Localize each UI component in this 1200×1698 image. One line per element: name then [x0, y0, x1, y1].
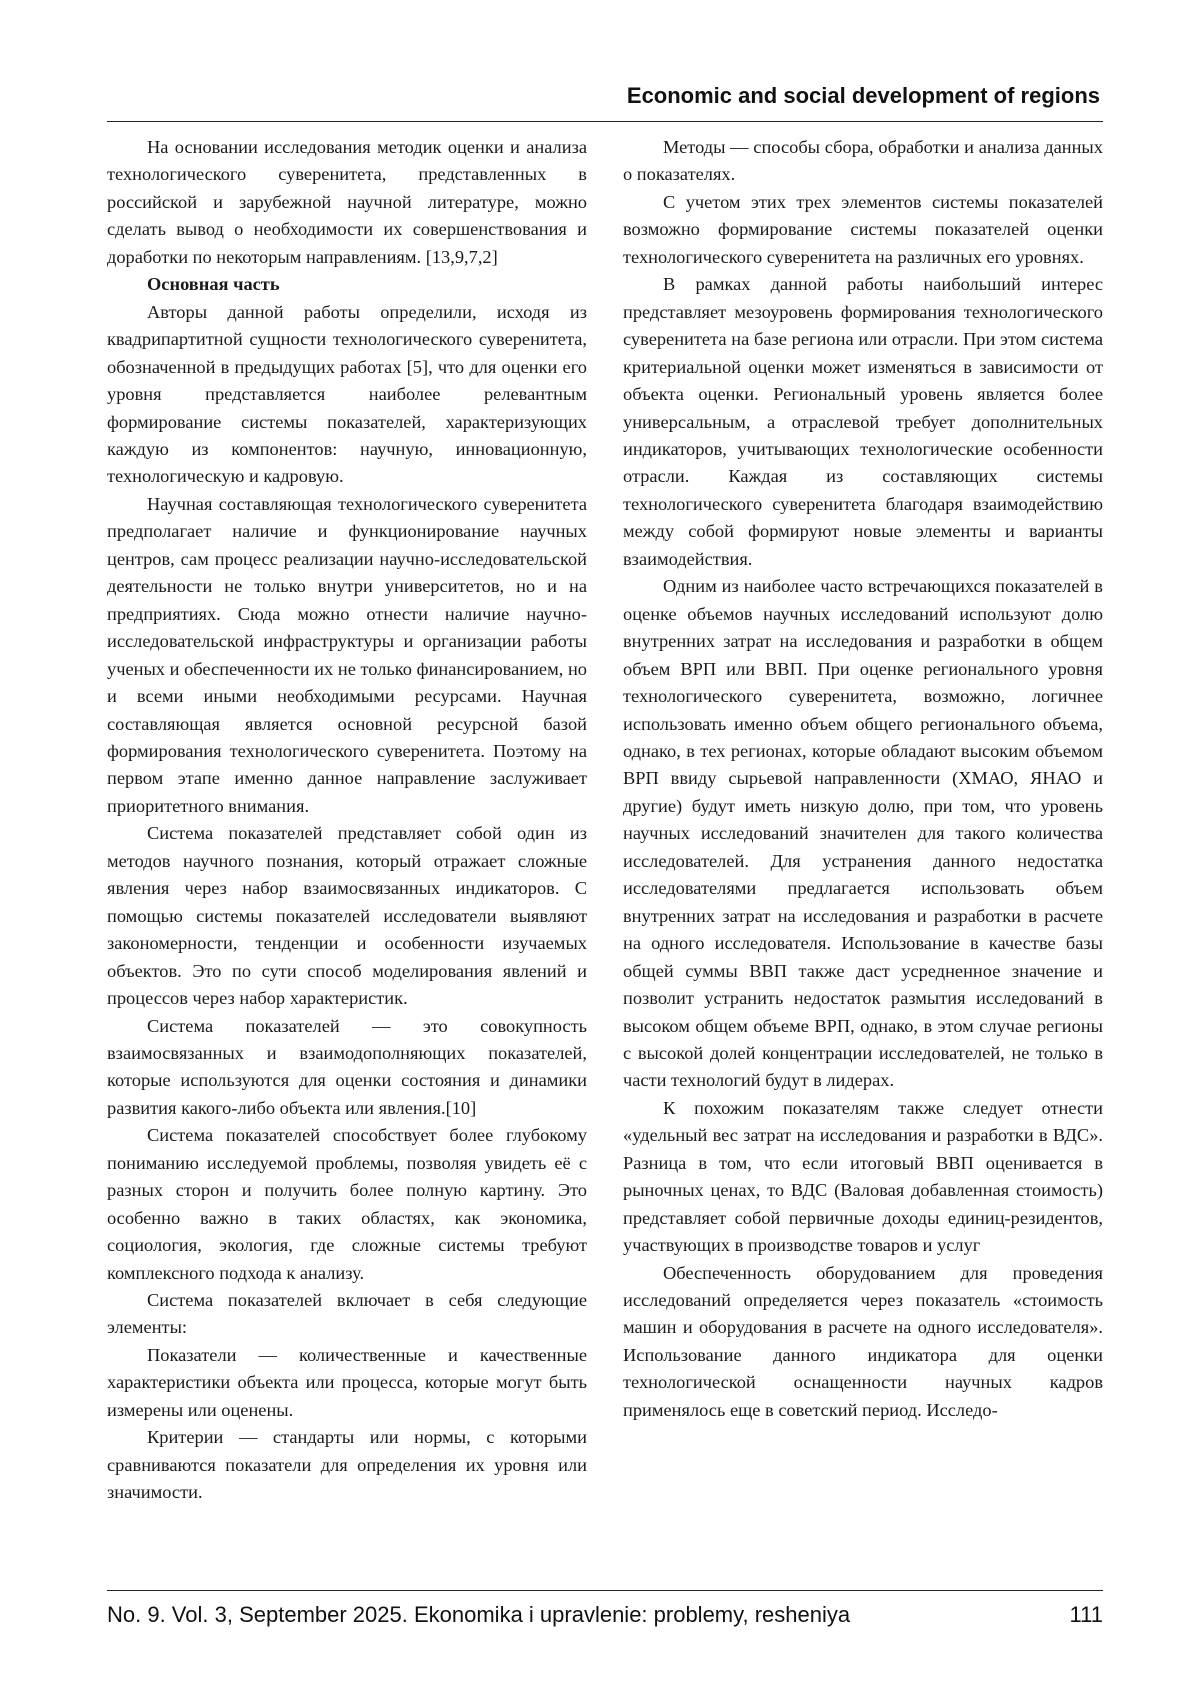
- paragraph: С учетом этих трех элементов системы показателей возможно формирование системы показателей оценки технологического суверенитета на различных его уровнях.: [623, 191, 1103, 267]
- paragraph: Система показателей представляет собой один из методов научного познания, который отражает сложные явления через набор взаимосвязанных индикаторов. С помощью системы показателей исследователи выявляют закономерности, тенденции и особенности изучаемых объектов. Это по сути способ моделирования явлений и процессов через набор характеристик.: [107, 823, 587, 1009]
- page-number: 111: [1069, 1602, 1103, 1627]
- paragraph: Система показателей способствует более глубокому пониманию исследуемой проблемы, позволяя увидеть её с разных сторон и получить более полную картину. Это особенно важно в таких областях, как экономика, социология, экология, где сложные системы требуют комплексного подхода к анализу.: [107, 1125, 587, 1283]
- left-text-column: [107, 134, 587, 1584]
- paragraph: Одним из наиболее часто встречающихся показателей в оценке объемов научных исследований используют долю внутренних затрат на исследования и разработки в общем объем ВРП или ВВП. При оценке регионального уровня технологического суверенитета, возможно, логичнее использовать именно объем общего регионального объема, однако, в тех регионах, которые обладают высоким объемом ВРП ввиду сырьевой направленности (ХМАО, ЯНАО и другие) будут иметь низкую долю, при том, что уровень научных исследований значителен для такого количества исследователей. Для устранения данного недостатка исследователями предлагается использовать объем внутренних затрат на исследования и разработки в расчете на одного исследователя. Использование в качестве базы общей суммы ВВП также даст усредненное значение и позволит устранить недостаток размытия исследований в высоком общем объеме ВРП, однако, в этом случае регионы с высокой долей концентрации исследователей, не только в части технологий будут в лидерах.: [623, 576, 1103, 1091]
- running-head-title: Economic and social development of regions: [626, 83, 1100, 108]
- paragraph: В рамках данной работы наибольший интерес представляет мезоуровень формирования технологического суверенитета на базе региона или отрасли. При этом система критериальной оценки может изменяться в зависимости от объекта оценки. Региональный уровень является более универсальным, а отраслевой требует дополнительных индикаторов, учитывающих технологические особенности отрасли. Каждая из составляющих системы технологического суверенитета благодаря взаимодействию между собой формируют новые элементы и варианты взаимодействия.: [623, 274, 1103, 569]
- paragraph: К похожим показателям также следует отнести «удельный вес затрат на исследования и разработки в ВДС». Разница в том, что если итоговый ВВП оценивается в рыночных ценах, то ВДС (Валовая добавленная стоимость) представляет собой первичные доходы единиц-резидентов, участвующих в производстве товаров и услуг: [623, 1097, 1103, 1256]
- right-text-column: [623, 134, 1103, 1584]
- paragraph: Научная составляющая технологического суверенитета предполагает наличие и функционирование научных центров, сам процесс реализации научно-исследовательской деятельности не только внутри университетов, но и на предприятиях. Сюда можно отнести наличие научно-исследовательской инфраструктуры и организации работы ученых и обеспеченности их не только финансированием, но и всеми иными необходимыми ресурсами. Научная составляющая является основной ресурсной базой формирования технологического суверенитета. Поэтому на первом этапе именно данное направление заслуживает приоритетного внимания.: [107, 493, 587, 816]
- journal-citation: No. 9. Vol. 3, September 2025. Ekonomika i upravlenie: problemy, resheniya: [107, 1602, 851, 1627]
- paragraph: На основании исследования методик оценки и анализа технологического суверенитета, представленных в российской и зарубежной научной литературе, можно сделать вывод о необходимости их совершенствования и доработки по некоторым направлениям. [13,9,7,2]: [107, 137, 587, 267]
- header-rule: [107, 121, 1103, 122]
- paragraph: Критерии — стандарты или нормы, с которыми сравниваются показатели для определения их уровня или значимости.: [107, 1427, 587, 1503]
- section-heading: Основная часть: [147, 274, 280, 295]
- paragraph: Система показателей — это совокупность взаимосвязанных и взаимодополняющих показателей, которые используются для оценки состояния и динамики развития какого-либо объекта или явления.[10]: [107, 1015, 587, 1118]
- paragraph: Обеспеченность оборудованием для проведения исследований определяется через показатель «стоимость машин и оборудования в расчете на одного исследователя». Использование данного индикатора для оценки технологической оснащенности научных кадров применялось еще в советский период. Исследо-: [623, 1262, 1103, 1420]
- footer-rule: [107, 1590, 1103, 1591]
- paragraph: Методы — способы сбора, обработки и анализа данных о показателях.: [623, 137, 1103, 185]
- paragraph: Показатели — количественные и качественные характеристики объекта или процесса, которые могут быть измерены или оценены.: [107, 1344, 587, 1420]
- paragraph: Система показателей включает в себя следующие элементы:: [107, 1290, 587, 1338]
- paragraph: Авторы данной работы определили, исходя из квадрипартитной сущности технологического суверенитета, обозначенной в предыдущих работах [5], что для оценки его уровня представляется наиболее релевантным формирование системы показателей, характеризующих каждую из компонентов: научную, инновационную, технологическую и кадровую.: [107, 301, 587, 487]
